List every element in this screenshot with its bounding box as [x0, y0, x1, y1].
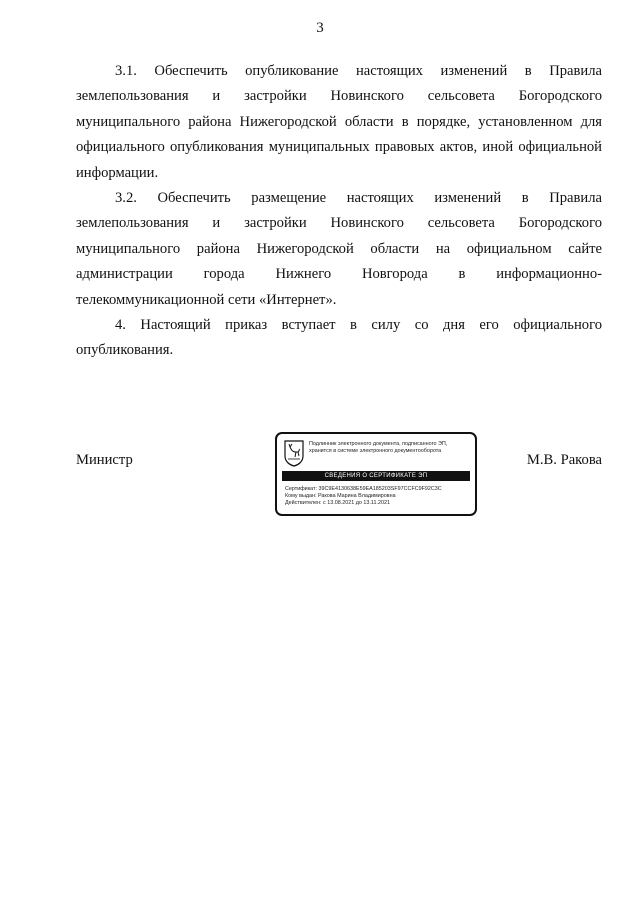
page-number: 3 — [316, 20, 324, 36]
stamp-header-line: Подлинник электронного документа, подписанного ЭП, — [309, 441, 448, 447]
signature-block — [76, 432, 602, 522]
paragraph-3-1: 3.1. Обеспечить опубликование настоящих изменений в Правила землепользования и застройки Новинского сельсовета Богородского муниципального района Нижегородской области в порядке, установленном для официального опубликования муниципальных правовых актов, иной официальной информации. — [76, 63, 602, 181]
paragraph-4: 4. Настоящий приказ вступает в силу со дня его официального опубликования. — [76, 317, 602, 359]
validity-value: с 13.08.2021 до 13.11.2021 — [323, 500, 390, 506]
paragraph-3-2: 3.2. Обеспечить размещение настоящих изменений в Правила землепользования и застройки Новинского сельсовета Богородского муниципального района Нижегородской области на официальном сайте администрации города Нижнего Новгорода в информационно-телекоммуникационной сети «Интернет». — [76, 190, 602, 308]
electronic-signature-stamp — [275, 432, 477, 516]
stamp-header-line: хранится в системе электронного документооборота — [309, 448, 442, 454]
signatory-name: М.В. Ракова — [526, 452, 602, 468]
certificate-value: 39C9E4130638E59EA185203SF97CCFC9F92C3C — [318, 486, 442, 492]
certificate-details — [285, 486, 473, 507]
document-body — [76, 59, 602, 364]
deer-emblem-icon — [284, 440, 304, 467]
stamp-header — [309, 441, 473, 455]
validity-label: Действителен: — [285, 500, 322, 506]
issued-to-value: Ракова Марина Владимировна — [317, 493, 396, 499]
issued-to-row — [285, 493, 473, 500]
validity-row — [285, 500, 473, 507]
certificate-info-bar: СВЕДЕНИЯ О СЕРТИФИКАТЕ ЭП — [282, 471, 470, 481]
signatory-position: Министр — [76, 452, 133, 468]
certificate-label: Сертификат: — [285, 486, 318, 492]
certificate-row — [285, 486, 473, 493]
issued-to-label: Кому выдан: — [285, 493, 317, 499]
